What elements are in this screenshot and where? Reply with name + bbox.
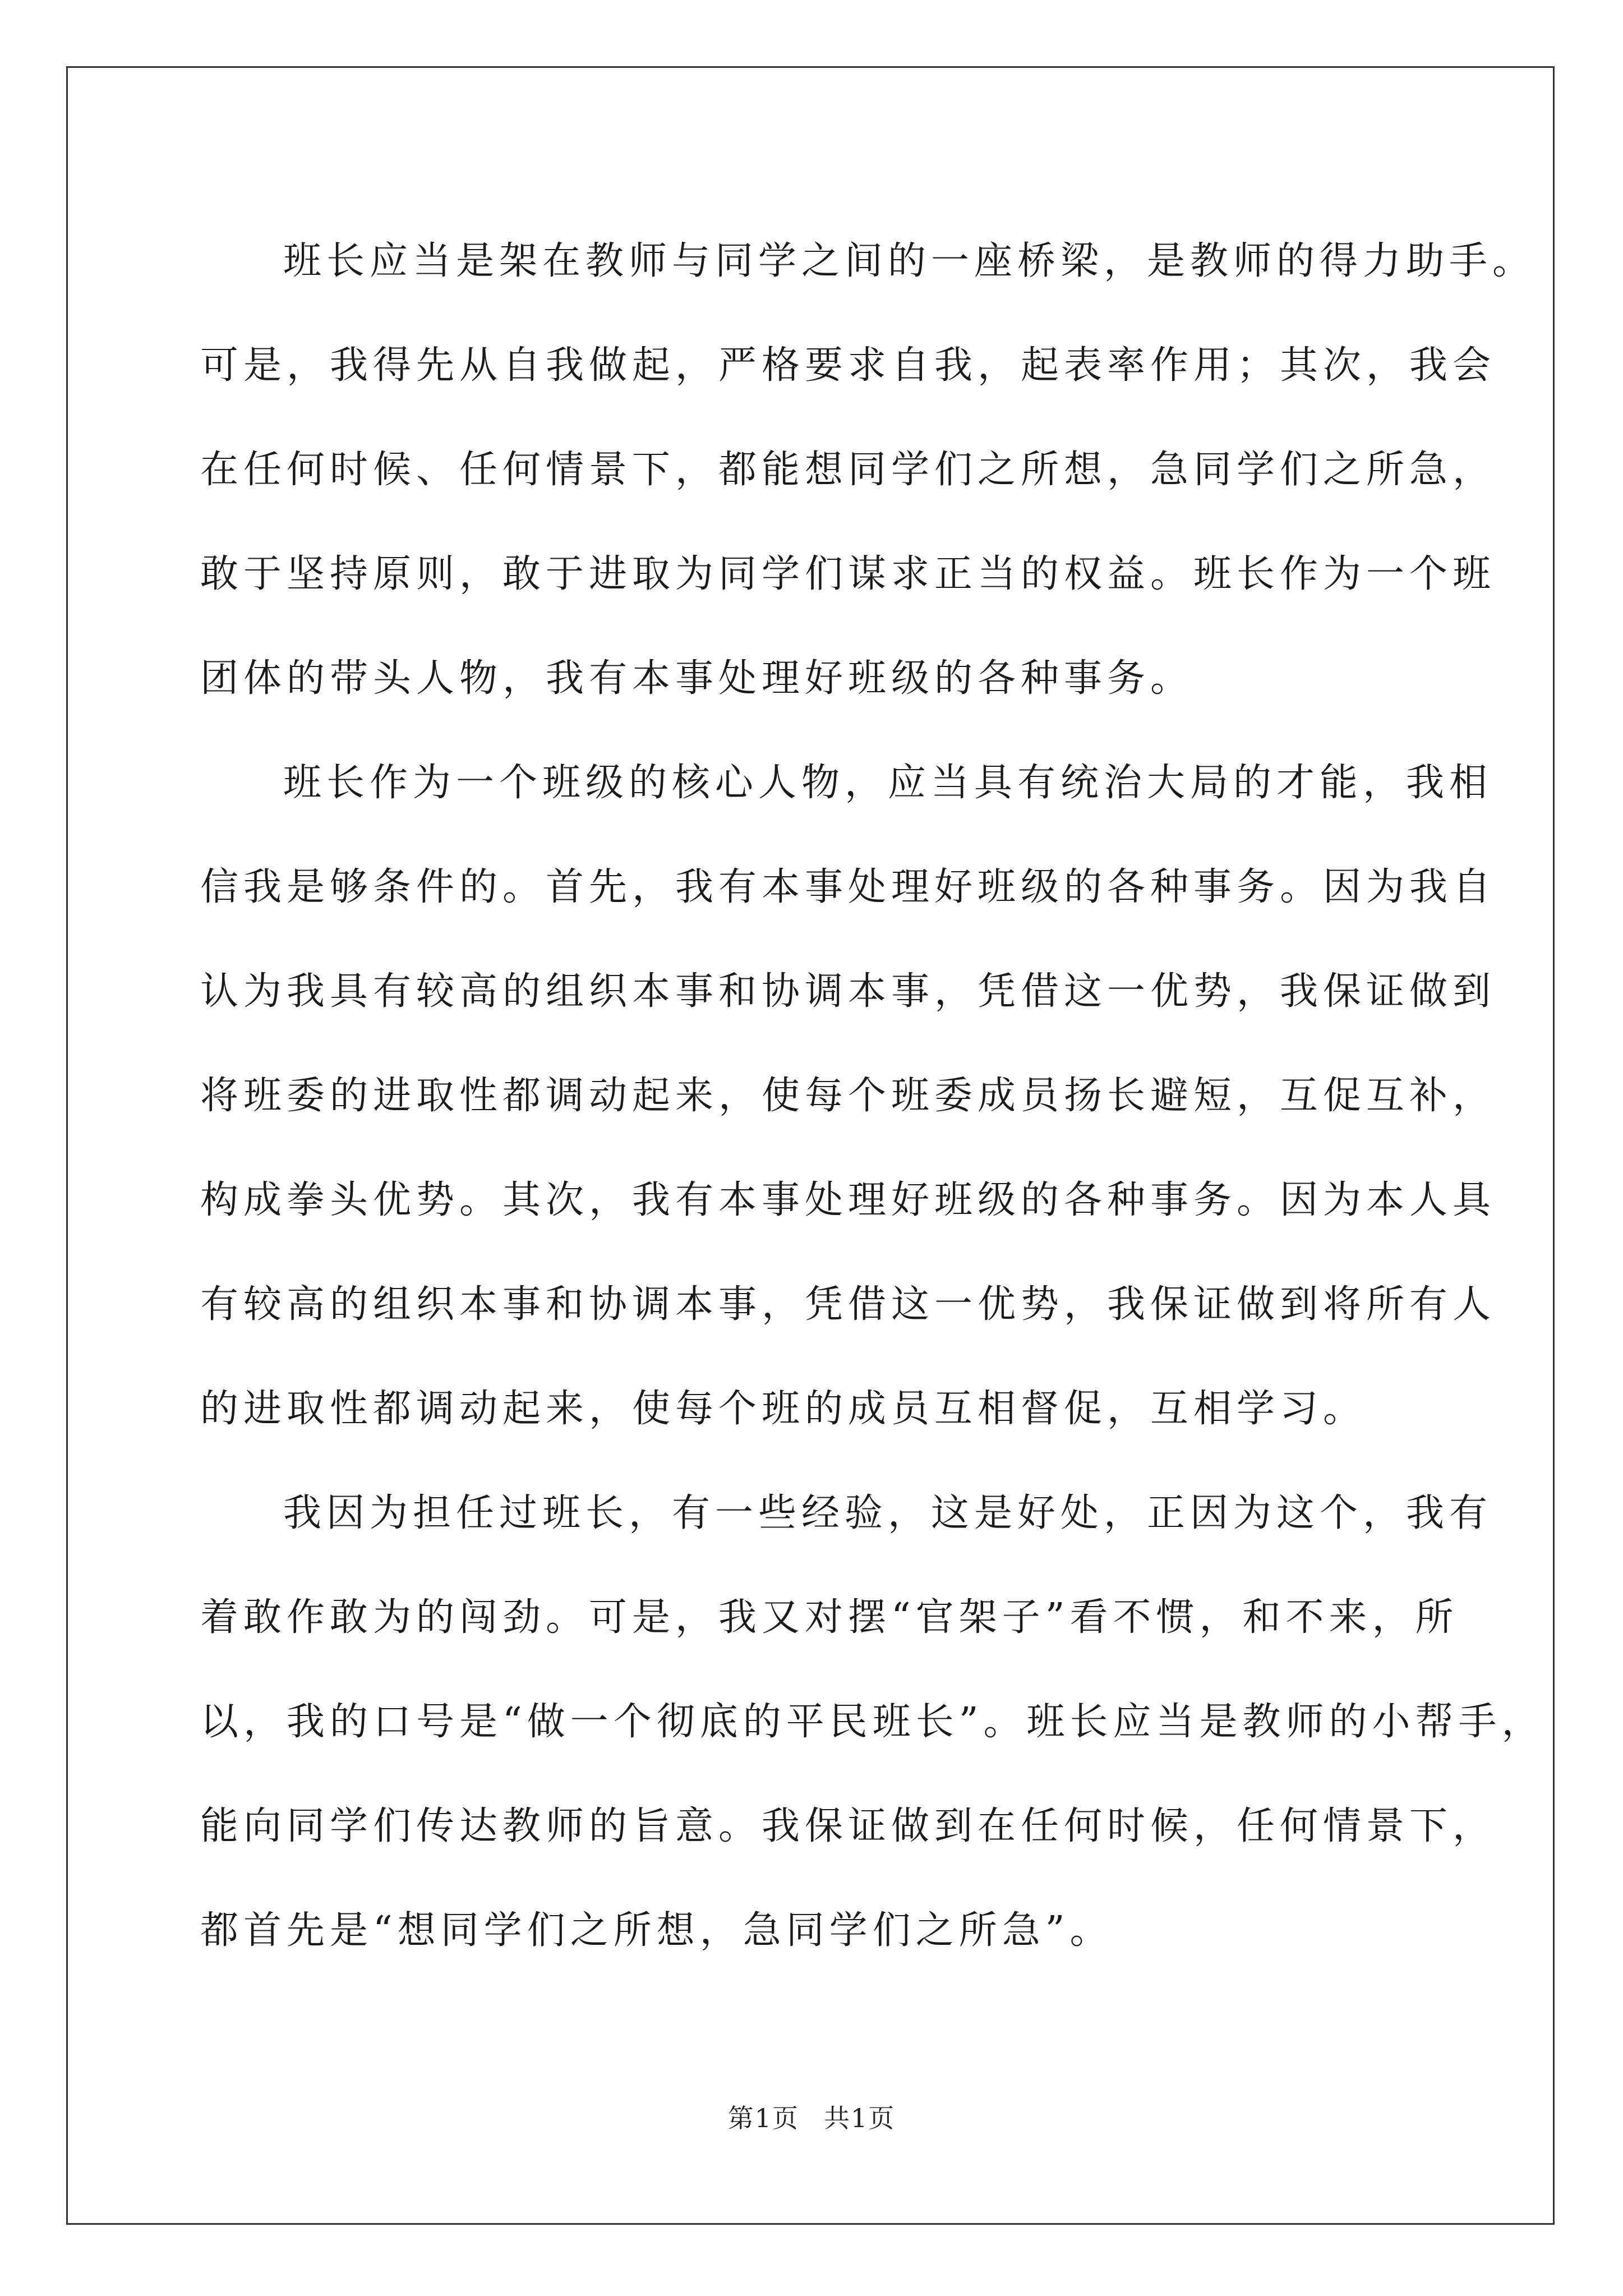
- paragraph-line: 信我是够条件的。首先，我有本事处理好班级的各种事务。因为我自: [200, 865, 1496, 909]
- document-body: [200, 209, 1545, 1983]
- page-total: 共1页: [824, 2103, 896, 2133]
- paragraph-line: 认为我具有较高的组织本事和协调本事，凭借这一优势，我保证做到: [200, 969, 1496, 1014]
- paragraph-line: 构成拳头优势。其次，我有本事处理好班级的各种事务。因为本人具: [200, 1178, 1496, 1222]
- paragraph-line: 将班委的进取性都调动起来，使每个班委成员扬长避短，互促互补，: [200, 1074, 1496, 1118]
- paragraph-line: 团体的带头人物，我有本事处理好班级的各种事务。: [200, 656, 1194, 701]
- paragraph-line: 着敢作敢为的闯劲。可是，我又对摆“官架子”看不惯，和不来，所: [200, 1595, 1459, 1640]
- page-footer: [0, 2098, 1623, 2135]
- paragraph-3: [200, 1461, 1545, 1983]
- paragraph-2: [200, 731, 1496, 1461]
- paragraph-line: 以，我的口号是“做一个彻底的平民班长”。班长应当是教师的小帮手，: [200, 1700, 1545, 1744]
- paragraph-line: 能向同学们传达教师的旨意。我保证做到在任何时候，任何情景下，: [200, 1804, 1496, 1848]
- paragraph-line: 都首先是“想同学们之所想，急同学们之所急”。: [200, 1908, 1113, 1953]
- paragraph-line: 班长作为一个班级的核心人物，应当具有统治大局的才能，我相: [283, 761, 1493, 805]
- paragraph-line: 的进取性都调动起来，使每个班的成员互相督促，互相学习。: [200, 1387, 1367, 1431]
- paragraph-1: [200, 209, 1536, 731]
- paragraph-line: 班长应当是架在教师与同学之间的一座桥梁，是教师的得力助手。: [283, 239, 1536, 283]
- paragraph-line: 在任何时候、任何情景下，都能想同学们之所想，急同学们之所急，: [200, 448, 1496, 492]
- page-number: 第1页: [727, 2103, 799, 2133]
- paragraph-line: 敢于坚持原则，敢于进取为同学们谋求正当的权益。班长作为一个班: [200, 552, 1496, 596]
- paragraph-line: 可是，我得先从自我做起，严格要求自我，起表率作用；其次，我会: [200, 343, 1496, 388]
- paragraph-line: 我因为担任过班长，有一些经验，这是好处，正因为这个，我有: [283, 1491, 1493, 1535]
- paragraph-line: 有较高的组织本事和协调本事，凭借这一优势，我保证做到将所有人: [200, 1282, 1496, 1327]
